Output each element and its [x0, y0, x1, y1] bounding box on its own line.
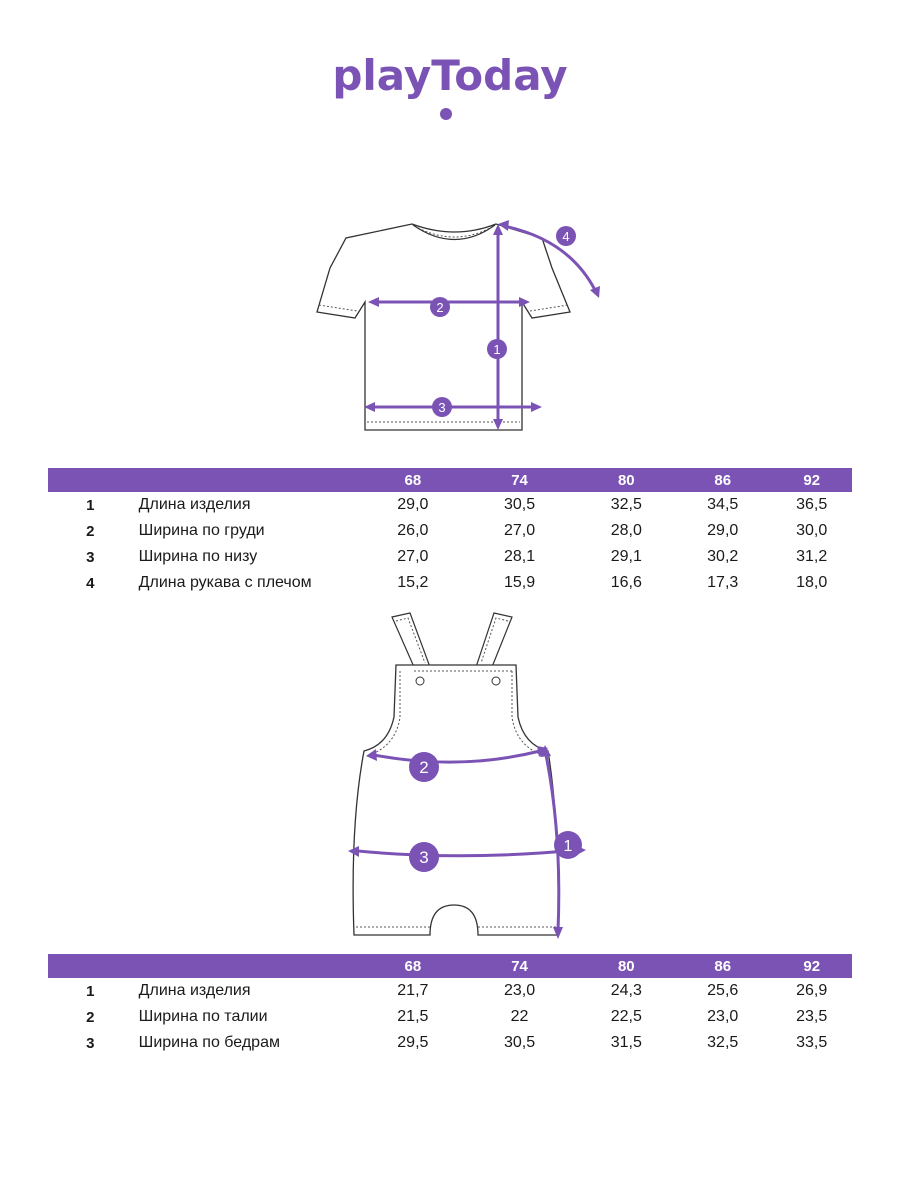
tshirt-drawing [300, 210, 620, 450]
svg-text:1: 1 [493, 342, 501, 357]
svg-text:1: 1 [563, 838, 573, 855]
table-row: 1 Длина изделия 29,0 30,5 32,5 34,5 36,5 [86, 496, 828, 514]
overalls-marker-1 [554, 831, 582, 859]
table-row: 2 Ширина по талии 21,5 22 22,5 23,0 23,5 [86, 1008, 828, 1026]
overalls-drawing [330, 605, 600, 950]
size-92: 92 [771, 954, 852, 978]
table-row: 3 Ширина по бедрам 29,5 30,5 31,5 32,5 33,5 [86, 1034, 828, 1052]
svg-text:3: 3 [438, 400, 446, 415]
size-68: 68 [365, 954, 461, 978]
svg-text:3: 3 [419, 848, 429, 867]
tshirt-marker-3 [432, 397, 452, 417]
table-row: 4 Длина рукава с плечом 15,2 15,9 16,6 17,3 18,0 [86, 574, 828, 592]
tshirt-marker-1 [487, 339, 507, 359]
size-80: 80 [579, 468, 675, 492]
brand-logo [0, 48, 900, 128]
tshirt-size-table [48, 468, 852, 596]
table-row: 3 Ширина по низу 27,0 28,1 29,1 30,2 31,2 [86, 548, 828, 566]
size-74: 74 [461, 954, 579, 978]
overalls-marker-3 [409, 842, 439, 872]
size-80: 80 [579, 954, 675, 978]
size-68: 68 [365, 468, 461, 492]
table-row: 1 Длина изделия 21,7 23,0 24,3 25,6 26,9 [86, 982, 828, 1000]
svg-text:4: 4 [562, 229, 570, 244]
brand-logo-dot [440, 108, 452, 120]
table-row: 2 Ширина по груди 26,0 27,0 28,0 29,0 30,0 [86, 522, 828, 540]
overalls-size-header [48, 954, 852, 978]
size-86: 86 [674, 468, 771, 492]
brand-logo-text: playToday [332, 51, 568, 100]
tshirt-marker-2 [430, 297, 450, 317]
size-86: 86 [674, 954, 771, 978]
size-74: 74 [461, 468, 579, 492]
size-92: 92 [771, 468, 852, 492]
tshirt-marker-4 [556, 226, 576, 246]
tshirt-size-header [48, 468, 852, 492]
svg-text:2: 2 [419, 758, 429, 777]
svg-text:2: 2 [436, 300, 444, 315]
overalls-size-table [48, 954, 852, 1056]
overalls-marker-2 [409, 752, 439, 782]
overalls-outline [353, 665, 558, 935]
